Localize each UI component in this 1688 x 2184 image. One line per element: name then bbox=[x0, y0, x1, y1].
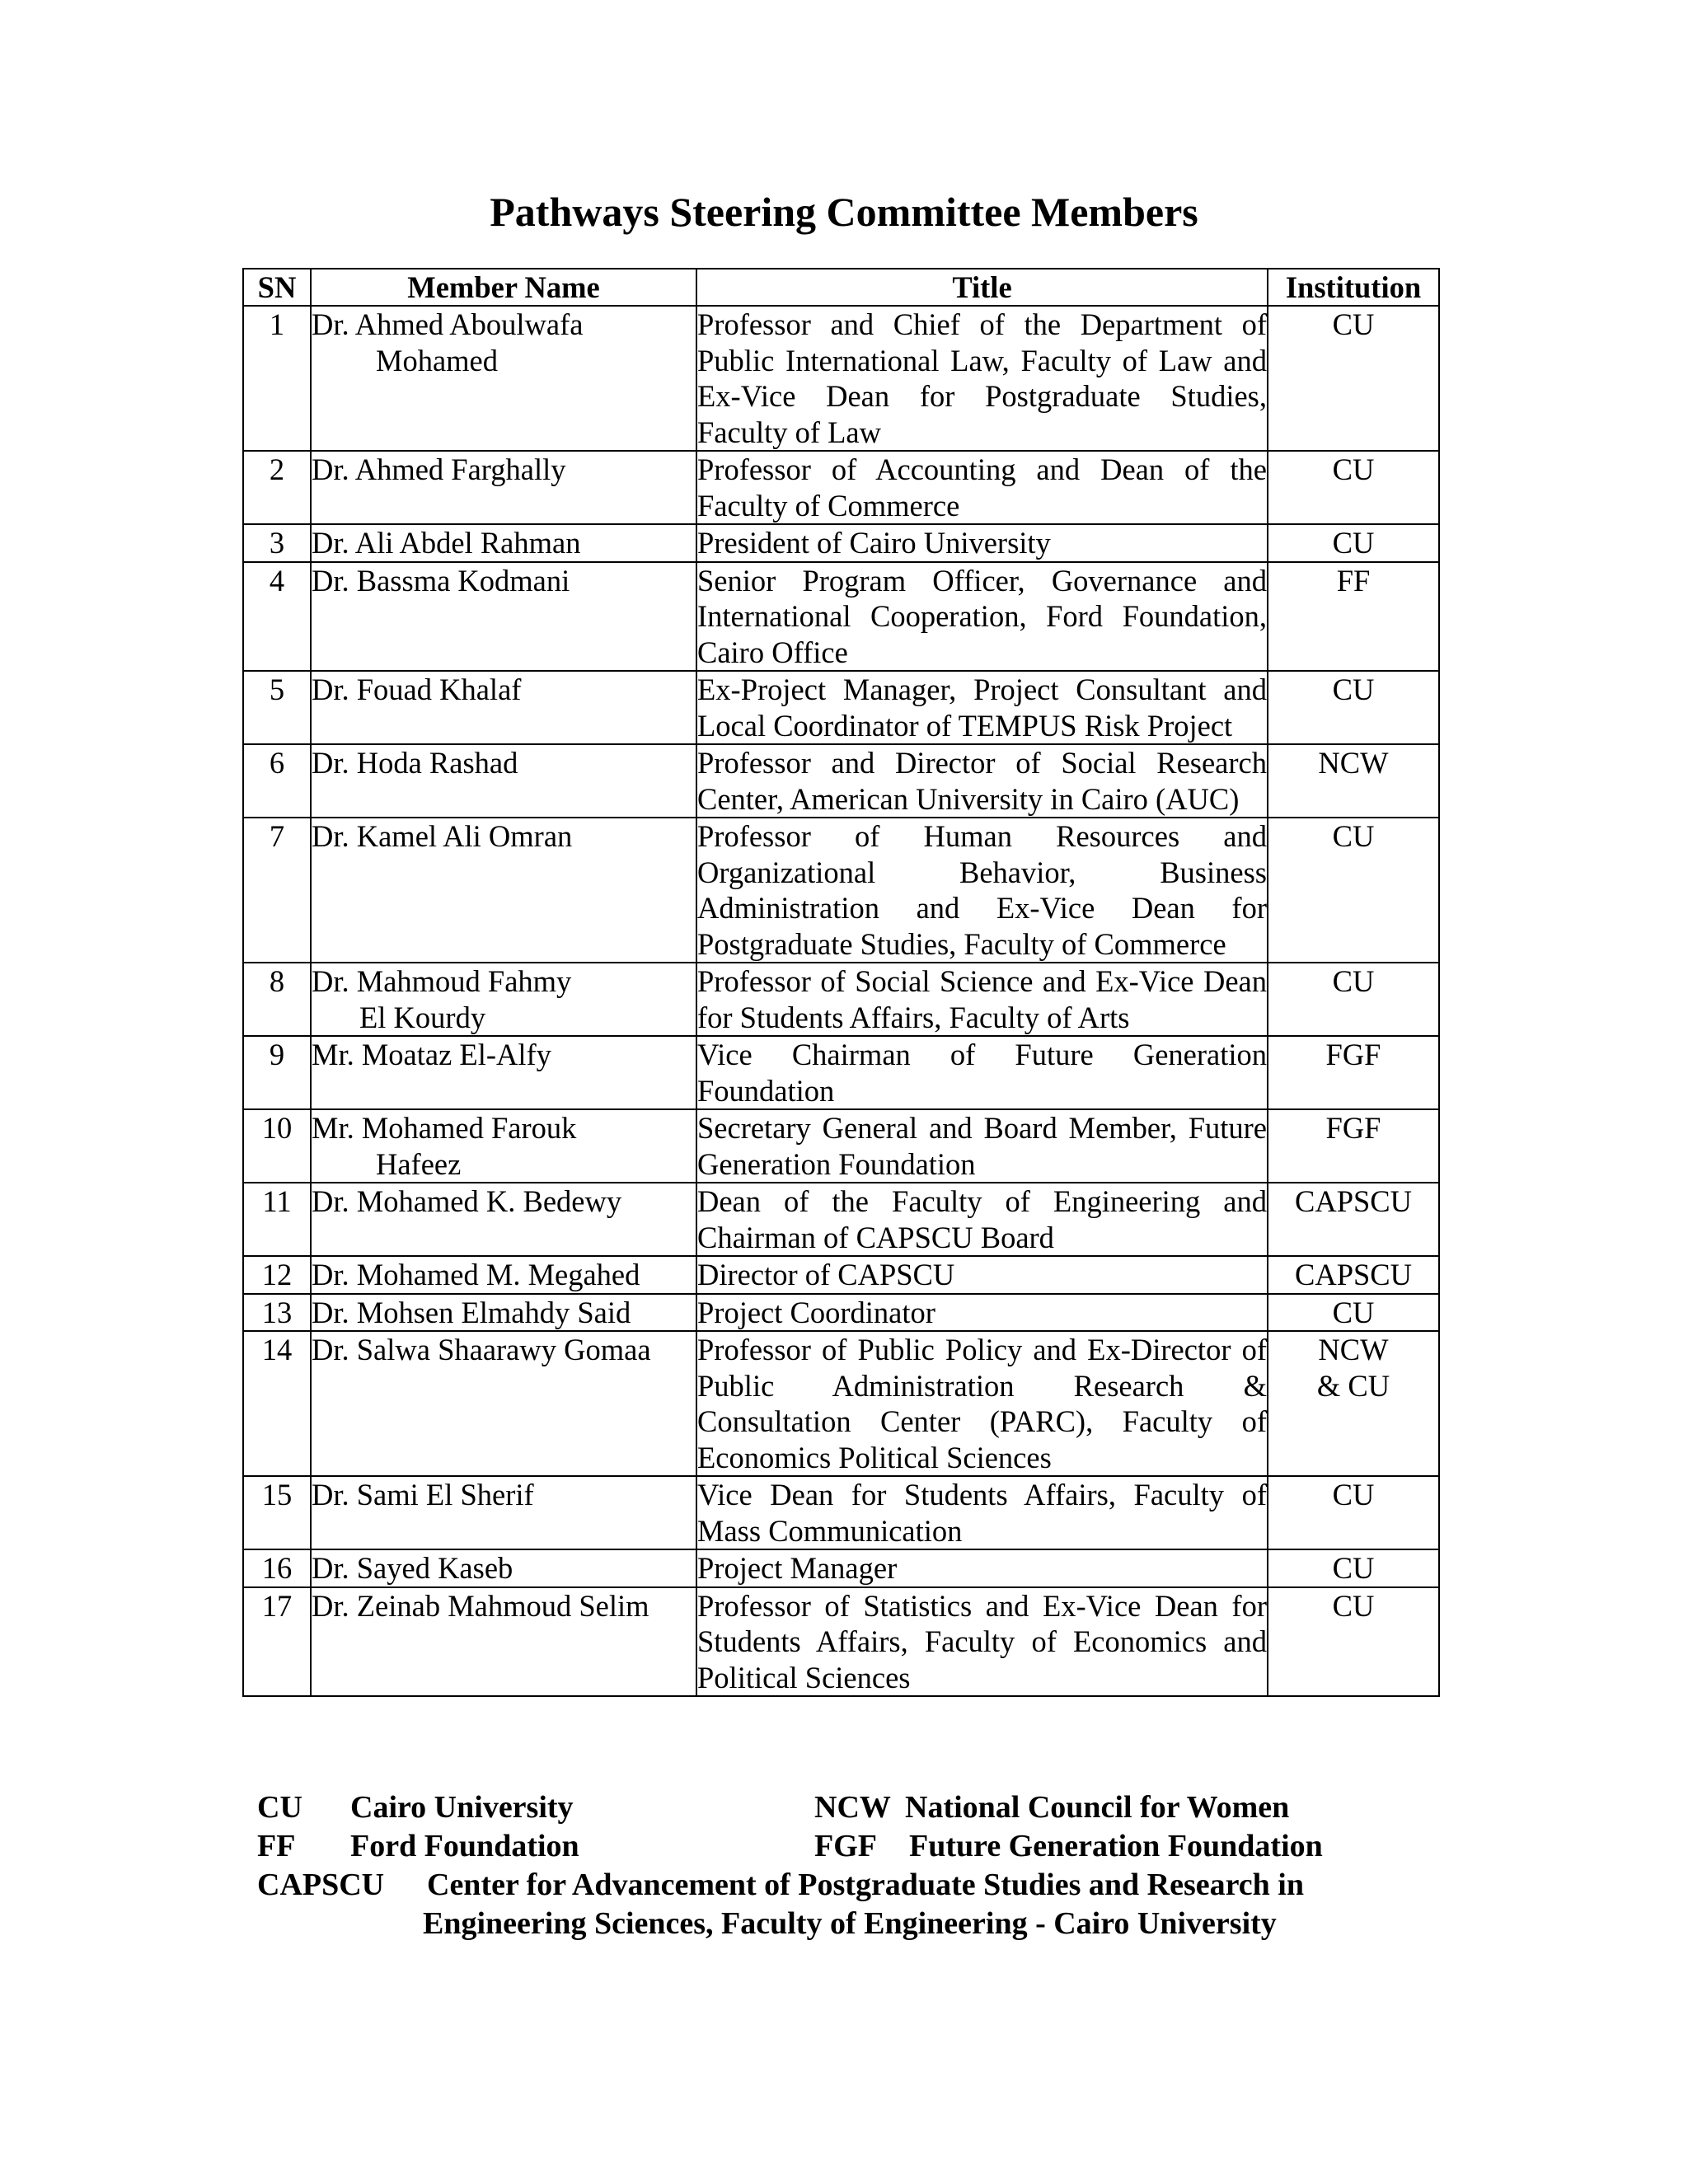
member-sn: 2 bbox=[243, 451, 311, 524]
legend-name-ncw: National Council for Women bbox=[905, 1790, 1290, 1825]
member-institution-cell bbox=[1268, 451, 1439, 524]
member-sn: 16 bbox=[243, 1549, 311, 1587]
member-sn: 11 bbox=[243, 1183, 311, 1256]
member-name: Mr. Moataz El-Alfy bbox=[312, 1038, 551, 1071]
member-title: Vice Dean for Students Affairs, Faculty of Mass Communication bbox=[696, 1476, 1268, 1549]
member-name-cell bbox=[311, 306, 696, 451]
member-institution-cell bbox=[1268, 562, 1439, 672]
member-name-cell bbox=[311, 818, 696, 963]
member-institution: CU bbox=[1332, 1295, 1375, 1329]
member-name: Dr. Salwa Shaarawy Gomaa bbox=[312, 1333, 651, 1366]
header-title: Title bbox=[696, 269, 1268, 306]
table-header-row bbox=[243, 269, 1439, 306]
member-institution-cell bbox=[1268, 671, 1439, 744]
table-row bbox=[243, 1587, 1439, 1697]
legend-name-capscu-line2: Engineering Sciences, Faculty of Engineering - Cairo University bbox=[423, 1906, 1277, 1941]
member-name-cell bbox=[311, 524, 696, 562]
member-institution-cell bbox=[1268, 1183, 1439, 1256]
member-title: Professor and Director of Social Research Center, American University in Cairo (AUC) bbox=[696, 744, 1268, 818]
table-row bbox=[243, 306, 1439, 451]
table-row bbox=[243, 451, 1439, 524]
member-sn: 10 bbox=[243, 1109, 311, 1183]
member-name-cell bbox=[311, 963, 696, 1036]
member-institution-cell bbox=[1268, 524, 1439, 562]
member-name: Dr. Fouad Khalaf bbox=[312, 673, 522, 706]
member-name: Dr. Zeinab Mahmoud Selim bbox=[312, 1588, 649, 1623]
members-table-body bbox=[243, 306, 1439, 1696]
table-row bbox=[243, 1036, 1439, 1109]
member-name-cell bbox=[311, 1587, 696, 1697]
member-title: Professor of Statistics and Ex-Vice Dean for Students Affairs, Faculty of Economics and Political Sciences bbox=[696, 1587, 1268, 1697]
table-row bbox=[243, 562, 1439, 672]
member-name: Dr. Ali Abdel Rahman bbox=[312, 526, 581, 560]
member-name-cell bbox=[311, 1294, 696, 1332]
table-row bbox=[243, 1549, 1439, 1587]
table-row bbox=[243, 818, 1439, 963]
member-name-cell bbox=[311, 1331, 696, 1476]
member-institution: & CU bbox=[1316, 1368, 1390, 1403]
legend-abbr-capscu: CAPSCU bbox=[257, 1868, 385, 1902]
member-title: Senior Program Officer, Governance and International Cooperation, Ford Foundation, Cairo Office bbox=[696, 562, 1268, 672]
member-sn: 12 bbox=[243, 1256, 311, 1294]
legend-name-fgf: Future Generation Foundation bbox=[909, 1829, 1323, 1863]
member-name-cell bbox=[311, 1036, 696, 1109]
legend-abbr-cu: CU bbox=[257, 1790, 302, 1825]
member-title: Dean of the Faculty of Engineering and Chairman of CAPSCU Board bbox=[696, 1183, 1268, 1256]
member-institution-cell bbox=[1268, 1476, 1439, 1549]
member-name: Dr. Ahmed Farghally bbox=[312, 452, 566, 486]
table-row bbox=[243, 1109, 1439, 1183]
table-row bbox=[243, 1294, 1439, 1332]
member-institution-cell bbox=[1268, 1109, 1439, 1183]
header-member-name: Member Name bbox=[311, 269, 696, 306]
member-institution: CAPSCU bbox=[1294, 1184, 1412, 1218]
member-name-cell bbox=[311, 1476, 696, 1549]
member-sn: 5 bbox=[243, 671, 311, 744]
member-sn: 15 bbox=[243, 1476, 311, 1549]
member-title: President of Cairo University bbox=[696, 524, 1268, 562]
member-institution: NCW bbox=[1318, 1333, 1389, 1366]
member-sn: 6 bbox=[243, 744, 311, 818]
table-row bbox=[243, 1183, 1439, 1256]
table-row bbox=[243, 744, 1439, 818]
legend-name-capscu-line1: Center for Advancement of Postgraduate Studies and Research in bbox=[427, 1868, 1304, 1902]
member-institution: CU bbox=[1332, 1478, 1375, 1511]
legend-abbr-ncw: NCW bbox=[814, 1790, 891, 1825]
member-sn: 8 bbox=[243, 963, 311, 1036]
member-name: Mr. Mohamed Farouk bbox=[312, 1111, 577, 1145]
member-institution-cell bbox=[1268, 1549, 1439, 1587]
table-row bbox=[243, 1256, 1439, 1294]
member-sn: 9 bbox=[243, 1036, 311, 1109]
member-name-cell bbox=[311, 451, 696, 524]
member-name: Dr. Hoda Rashad bbox=[312, 746, 518, 780]
member-name-cell bbox=[311, 1256, 696, 1294]
member-name-cell bbox=[311, 562, 696, 672]
member-institution: FGF bbox=[1325, 1111, 1381, 1145]
member-name: Dr. Mahmoud Fahmy bbox=[312, 964, 572, 998]
member-name: Dr. Bassma Kodmani bbox=[312, 563, 570, 598]
legend-name-cu: Cairo University bbox=[350, 1790, 574, 1825]
member-name-cell bbox=[311, 671, 696, 744]
member-title: Professor of Public Policy and Ex-Director of Public Administration Research & Consultation Center (PARC), Faculty of Economics Political Sciences bbox=[696, 1331, 1268, 1476]
table-row bbox=[243, 671, 1439, 744]
member-sn: 3 bbox=[243, 524, 311, 562]
member-name: Dr. Sayed Kaseb bbox=[312, 1551, 513, 1585]
member-name: Dr. Sami El Sherif bbox=[312, 1478, 534, 1511]
member-title: Project Coordinator bbox=[696, 1294, 1268, 1332]
member-title: Secretary General and Board Member, Future Generation Foundation bbox=[696, 1109, 1268, 1183]
member-institution-cell bbox=[1268, 818, 1439, 963]
legend-abbr-ff: FF bbox=[257, 1829, 296, 1863]
table-row bbox=[243, 963, 1439, 1036]
member-institution: FGF bbox=[1325, 1038, 1381, 1071]
member-title: Vice Chairman of Future Generation Foundation bbox=[696, 1036, 1268, 1109]
member-title: Professor of Human Resources and Organizational Behavior, Business Administration and Ex-Vice Dean for Postgraduate Studies, Faculty of Commerce bbox=[696, 818, 1268, 963]
member-institution-cell bbox=[1268, 744, 1439, 818]
table-row bbox=[243, 1476, 1439, 1549]
header-institution: Institution bbox=[1268, 269, 1439, 306]
header-sn: SN bbox=[243, 269, 311, 306]
member-name: El Kourdy bbox=[359, 1000, 486, 1034]
member-title: Professor of Accounting and Dean of the Faculty of Commerce bbox=[696, 451, 1268, 524]
member-title: Ex-Project Manager, Project Consultant and Local Coordinator of TEMPUS Risk Project bbox=[696, 671, 1268, 744]
legend-name-ff: Ford Foundation bbox=[350, 1829, 579, 1863]
member-name-cell bbox=[311, 744, 696, 818]
member-institution-cell bbox=[1268, 1036, 1439, 1109]
member-institution: CU bbox=[1332, 673, 1375, 706]
member-name-cell bbox=[311, 1109, 696, 1183]
member-sn: 13 bbox=[243, 1294, 311, 1332]
member-institution: CU bbox=[1332, 452, 1375, 486]
member-institution: CU bbox=[1332, 307, 1375, 341]
page-title: Pathways Steering Committee Members bbox=[490, 189, 1198, 235]
member-institution-cell bbox=[1268, 306, 1439, 451]
member-institution: NCW bbox=[1318, 746, 1389, 780]
table-row bbox=[243, 524, 1439, 562]
member-institution: CU bbox=[1332, 964, 1375, 998]
legend-abbr-fgf: FGF bbox=[814, 1829, 877, 1863]
member-name-cell bbox=[311, 1549, 696, 1587]
member-sn: 17 bbox=[243, 1587, 311, 1697]
member-sn: 14 bbox=[243, 1331, 311, 1476]
member-institution-cell bbox=[1268, 1256, 1439, 1294]
member-name: Dr. Ahmed Aboulwafa bbox=[312, 307, 584, 341]
member-name: Dr. Mohsen Elmahdy Said bbox=[312, 1295, 631, 1329]
member-name: Mohamed bbox=[376, 343, 498, 377]
member-institution: CU bbox=[1332, 1588, 1375, 1623]
member-institution-cell bbox=[1268, 963, 1439, 1036]
table-row bbox=[243, 1331, 1439, 1476]
member-institution-cell bbox=[1268, 1294, 1439, 1332]
member-name: Dr. Mohamed M. Megahed bbox=[312, 1258, 640, 1291]
member-title: Professor of Social Science and Ex-Vice Dean for Students Affairs, Faculty of Arts bbox=[696, 963, 1268, 1036]
member-institution: FF bbox=[1336, 563, 1371, 598]
member-title: Project Manager bbox=[696, 1549, 1268, 1587]
member-name: Dr. Kamel Ali Omran bbox=[312, 819, 573, 853]
members-table bbox=[242, 268, 1440, 1697]
member-institution: CAPSCU bbox=[1294, 1258, 1412, 1291]
member-sn: 7 bbox=[243, 818, 311, 963]
member-sn: 1 bbox=[243, 306, 311, 451]
member-institution: CU bbox=[1332, 526, 1375, 560]
member-name: Dr. Mohamed K. Bedewy bbox=[312, 1184, 622, 1218]
member-sn: 4 bbox=[243, 562, 311, 672]
member-institution: CU bbox=[1332, 1551, 1375, 1585]
member-title: Director of CAPSCU bbox=[696, 1256, 1268, 1294]
member-name: Hafeez bbox=[376, 1146, 462, 1181]
member-name-cell bbox=[311, 1183, 696, 1256]
member-title: Professor and Chief of the Department of Public International Law, Faculty of Law and Ex-Vice Dean for Postgraduate Studies, Faculty of Law bbox=[696, 306, 1268, 451]
member-institution: CU bbox=[1332, 819, 1375, 853]
member-institution-cell bbox=[1268, 1331, 1439, 1476]
member-institution-cell bbox=[1268, 1587, 1439, 1697]
